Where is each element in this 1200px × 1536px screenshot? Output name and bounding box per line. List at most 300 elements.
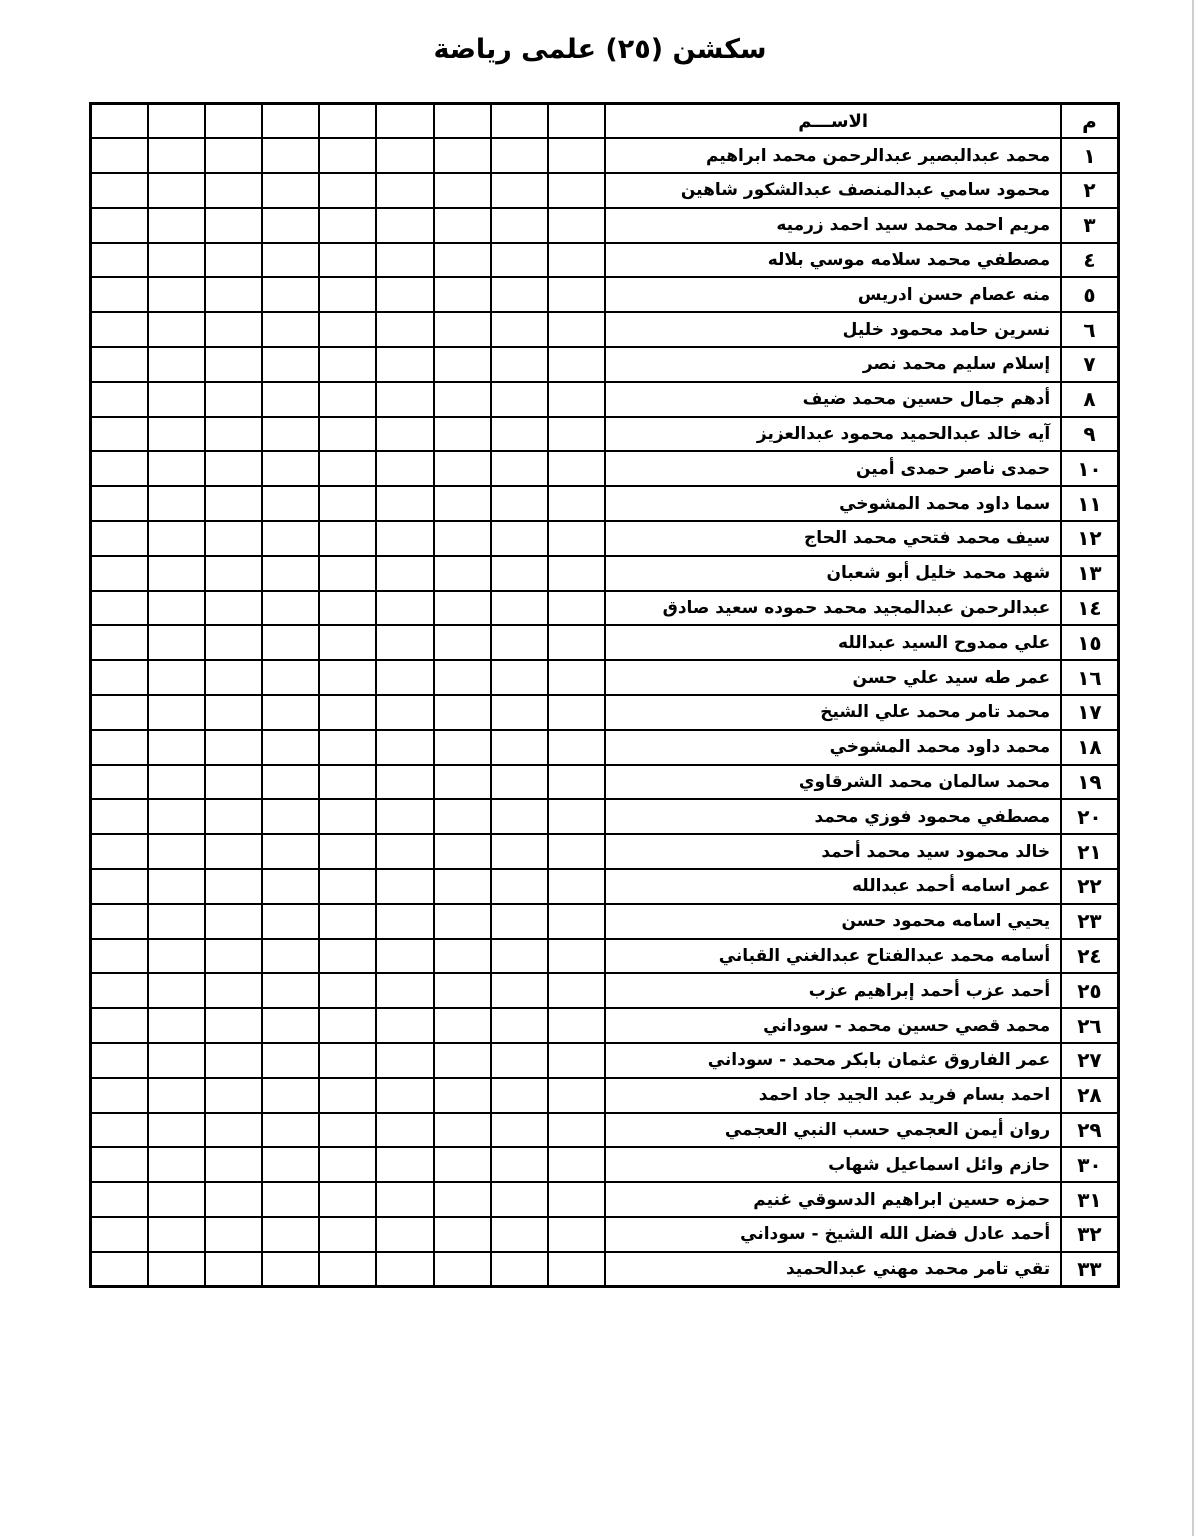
blank-cell [434, 765, 491, 800]
blank-cell [148, 939, 205, 974]
student-name-cell: أدهم جمال حسين محمد ضيف [605, 382, 1061, 417]
blank-cell [376, 625, 433, 660]
blank-cell [319, 799, 376, 834]
blank-cell [262, 1252, 319, 1287]
student-name-cell: حازم وائل اسماعيل شهاب [605, 1147, 1061, 1182]
blank-cell [434, 1182, 491, 1217]
blank-cell [319, 695, 376, 730]
page-title: سكشن (٢٥) علمى رياضة [433, 34, 767, 65]
table-row [91, 625, 1119, 660]
blank-cell [548, 1078, 605, 1113]
blank-cell [148, 799, 205, 834]
student-name-cell: محمد داود محمد المشوخي [605, 730, 1061, 765]
blank-cell [548, 382, 605, 417]
blank-cell [319, 1043, 376, 1078]
blank-cell [148, 1252, 205, 1287]
blank-cell [262, 451, 319, 486]
blank-cell [491, 625, 548, 660]
blank-cell [205, 556, 262, 591]
blank-cell [148, 486, 205, 521]
blank-cell [434, 1008, 491, 1043]
blank-cell [205, 939, 262, 974]
blank-cell [205, 695, 262, 730]
blank-cell [91, 834, 148, 869]
blank-cell [91, 1182, 148, 1217]
blank-cell [148, 625, 205, 660]
blank-cell [319, 347, 376, 382]
blank-cell [548, 765, 605, 800]
blank-cell [148, 104, 205, 139]
student-name-cell: محمد سالمان محمد الشرقاوي [605, 765, 1061, 800]
blank-cell [548, 173, 605, 208]
student-name-cell: يحيي اسامه محمود حسن [605, 904, 1061, 939]
row-number-cell: ٢٦ [1061, 1008, 1118, 1043]
blank-cell [205, 347, 262, 382]
blank-cell [548, 730, 605, 765]
blank-cell [262, 486, 319, 521]
blank-cell [262, 1008, 319, 1043]
blank-cell [491, 208, 548, 243]
row-number-cell: ١٣ [1061, 556, 1118, 591]
blank-cell [491, 417, 548, 452]
row-number-cell: ٣١ [1061, 1182, 1118, 1217]
blank-cell [91, 1008, 148, 1043]
blank-cell [376, 973, 433, 1008]
blank-cell [262, 695, 319, 730]
blank-cell [148, 138, 205, 173]
blank-cell [148, 1217, 205, 1252]
row-number-cell: ٤ [1061, 243, 1118, 278]
blank-cell [262, 173, 319, 208]
blank-cell [434, 521, 491, 556]
blank-cell [491, 382, 548, 417]
blank-cell [376, 451, 433, 486]
header-number-cell: م [1061, 104, 1118, 139]
blank-cell [434, 904, 491, 939]
roster-body [91, 104, 1119, 1287]
blank-cell [434, 382, 491, 417]
blank-cell [491, 799, 548, 834]
blank-cell [491, 765, 548, 800]
row-number-cell: ٧ [1061, 347, 1118, 382]
blank-cell [491, 347, 548, 382]
blank-cell [491, 486, 548, 521]
blank-cell [548, 973, 605, 1008]
row-number-cell: ٢٣ [1061, 904, 1118, 939]
blank-cell [434, 660, 491, 695]
blank-cell [319, 1078, 376, 1113]
blank-cell [376, 382, 433, 417]
blank-cell [91, 312, 148, 347]
student-name-cell: حمدى ناصر حمدى أمين [605, 451, 1061, 486]
blank-cell [548, 312, 605, 347]
blank-cell [148, 591, 205, 626]
blank-cell [148, 1008, 205, 1043]
blank-cell [548, 138, 605, 173]
blank-cell [491, 173, 548, 208]
page-edge-line [1192, 0, 1194, 1536]
table-row [91, 1182, 1119, 1217]
row-number-cell: ٢٩ [1061, 1113, 1118, 1148]
row-number-cell: ٢ [1061, 173, 1118, 208]
blank-cell [91, 1217, 148, 1252]
blank-cell [376, 556, 433, 591]
blank-cell [91, 730, 148, 765]
blank-cell [148, 973, 205, 1008]
blank-cell [491, 695, 548, 730]
blank-cell [376, 1113, 433, 1148]
blank-cell [262, 104, 319, 139]
blank-cell [319, 382, 376, 417]
student-name-cell: احمد بسام فريد عبد الجيد جاد احمد [605, 1078, 1061, 1113]
blank-cell [434, 138, 491, 173]
student-name-cell: عبدالرحمن عبدالمجيد محمد حموده سعيد صادق [605, 591, 1061, 626]
blank-cell [148, 765, 205, 800]
row-number-cell: ٢١ [1061, 834, 1118, 869]
blank-cell [91, 208, 148, 243]
table-row [91, 312, 1119, 347]
blank-cell [319, 1252, 376, 1287]
blank-cell [262, 521, 319, 556]
blank-cell [376, 904, 433, 939]
blank-cell [205, 1043, 262, 1078]
blank-cell [548, 799, 605, 834]
blank-cell [491, 1008, 548, 1043]
blank-cell [434, 730, 491, 765]
blank-cell [91, 904, 148, 939]
blank-cell [376, 312, 433, 347]
blank-cell [548, 347, 605, 382]
blank-cell [319, 1008, 376, 1043]
blank-cell [376, 1043, 433, 1078]
blank-cell [319, 904, 376, 939]
blank-cell [434, 277, 491, 312]
blank-cell [434, 939, 491, 974]
blank-cell [91, 765, 148, 800]
blank-cell [376, 208, 433, 243]
student-name-cell: محمد قصي حسين محمد - سوداني [605, 1008, 1061, 1043]
blank-cell [205, 1008, 262, 1043]
student-name-cell: عمر طه سيد علي حسن [605, 660, 1061, 695]
blank-cell [91, 625, 148, 660]
blank-cell [491, 451, 548, 486]
table-row [91, 1008, 1119, 1043]
blank-cell [91, 939, 148, 974]
blank-cell [376, 1182, 433, 1217]
row-number-cell: ١٩ [1061, 765, 1118, 800]
student-name-cell: حمزه حسين ابراهيم الدسوقي غنيم [605, 1182, 1061, 1217]
blank-cell [548, 869, 605, 904]
blank-cell [205, 243, 262, 278]
blank-cell [148, 730, 205, 765]
blank-cell [148, 243, 205, 278]
blank-cell [205, 973, 262, 1008]
blank-cell [91, 1147, 148, 1182]
blank-cell [319, 625, 376, 660]
blank-cell [491, 1043, 548, 1078]
student-name-cell: آيه خالد عبدالحميد محمود عبدالعزيز [605, 417, 1061, 452]
student-name-cell: عمر اسامه أحمد عبدالله [605, 869, 1061, 904]
blank-cell [491, 1182, 548, 1217]
blank-cell [548, 243, 605, 278]
row-number-cell: ١٤ [1061, 591, 1118, 626]
blank-cell [262, 138, 319, 173]
blank-cell [319, 591, 376, 626]
table-row [91, 1078, 1119, 1113]
blank-cell [376, 730, 433, 765]
blank-cell [491, 277, 548, 312]
table-row [91, 347, 1119, 382]
blank-cell [262, 1182, 319, 1217]
blank-cell [91, 869, 148, 904]
student-name-cell: نسرين حامد محمود خليل [605, 312, 1061, 347]
blank-cell [319, 730, 376, 765]
table-row [91, 138, 1119, 173]
blank-cell [376, 1147, 433, 1182]
blank-cell [148, 382, 205, 417]
blank-cell [434, 1043, 491, 1078]
blank-cell [262, 417, 319, 452]
blank-cell [376, 591, 433, 626]
blank-cell [148, 556, 205, 591]
blank-cell [319, 939, 376, 974]
blank-cell [548, 556, 605, 591]
blank-cell [548, 277, 605, 312]
blank-cell [319, 1147, 376, 1182]
blank-cell [434, 591, 491, 626]
row-number-cell: ٩ [1061, 417, 1118, 452]
blank-cell [91, 277, 148, 312]
student-name-cell: علي ممدوح السيد عبدالله [605, 625, 1061, 660]
blank-cell [319, 243, 376, 278]
blank-cell [148, 660, 205, 695]
student-name-cell: روان أيمن العجمي حسب النبي العجمي [605, 1113, 1061, 1148]
blank-cell [91, 173, 148, 208]
blank-cell [262, 382, 319, 417]
row-number-cell: ٥ [1061, 277, 1118, 312]
blank-cell [548, 1008, 605, 1043]
blank-cell [491, 243, 548, 278]
blank-cell [205, 277, 262, 312]
blank-cell [205, 591, 262, 626]
blank-cell [262, 277, 319, 312]
row-number-cell: ١٨ [1061, 730, 1118, 765]
blank-cell [205, 173, 262, 208]
blank-cell [262, 973, 319, 1008]
blank-cell [376, 1252, 433, 1287]
blank-cell [205, 1182, 262, 1217]
row-number-cell: ١٠ [1061, 451, 1118, 486]
blank-cell [376, 939, 433, 974]
row-number-cell: ١٦ [1061, 660, 1118, 695]
blank-cell [319, 556, 376, 591]
blank-cell [548, 208, 605, 243]
blank-cell [491, 556, 548, 591]
blank-cell [434, 104, 491, 139]
blank-cell [491, 939, 548, 974]
blank-cell [376, 347, 433, 382]
table-row [91, 799, 1119, 834]
blank-cell [262, 1147, 319, 1182]
blank-cell [319, 765, 376, 800]
blank-cell [434, 1147, 491, 1182]
blank-cell [434, 486, 491, 521]
blank-cell [91, 660, 148, 695]
table-row [91, 834, 1119, 869]
blank-cell [205, 730, 262, 765]
blank-cell [319, 660, 376, 695]
blank-cell [319, 486, 376, 521]
blank-cell [491, 904, 548, 939]
student-name-cell: مصطفي محمود فوزي محمد [605, 799, 1061, 834]
blank-cell [319, 451, 376, 486]
blank-cell [262, 1043, 319, 1078]
blank-cell [491, 521, 548, 556]
student-name-cell: أحمد عادل فضل الله الشيخ - سوداني [605, 1217, 1061, 1252]
student-name-cell: خالد محمود سيد محمد أحمد [605, 834, 1061, 869]
blank-cell [491, 312, 548, 347]
blank-cell [376, 104, 433, 139]
blank-cell [262, 869, 319, 904]
blank-cell [148, 1147, 205, 1182]
blank-cell [91, 417, 148, 452]
row-number-cell: ٢٤ [1061, 939, 1118, 974]
blank-cell [548, 1182, 605, 1217]
blank-cell [548, 939, 605, 974]
blank-cell [434, 1252, 491, 1287]
blank-cell [91, 486, 148, 521]
blank-cell [91, 138, 148, 173]
blank-cell [376, 417, 433, 452]
blank-cell [376, 834, 433, 869]
blank-cell [262, 765, 319, 800]
student-name-cell: سما داود محمد المشوخي [605, 486, 1061, 521]
blank-cell [262, 730, 319, 765]
blank-cell [491, 104, 548, 139]
blank-cell [148, 695, 205, 730]
blank-cell [548, 660, 605, 695]
blank-cell [319, 869, 376, 904]
blank-cell [434, 869, 491, 904]
table-row [91, 486, 1119, 521]
blank-cell [148, 312, 205, 347]
blank-cell [91, 451, 148, 486]
blank-cell [376, 1217, 433, 1252]
blank-cell [434, 451, 491, 486]
blank-cell [205, 312, 262, 347]
blank-cell [148, 173, 205, 208]
row-number-cell: ٣ [1061, 208, 1118, 243]
blank-cell [205, 1252, 262, 1287]
blank-cell [205, 625, 262, 660]
blank-cell [262, 834, 319, 869]
row-number-cell: ١٥ [1061, 625, 1118, 660]
blank-cell [319, 1182, 376, 1217]
table-row [91, 730, 1119, 765]
student-name-cell: مصطفي محمد سلامه موسي بلاله [605, 243, 1061, 278]
blank-cell [148, 451, 205, 486]
blank-cell [91, 243, 148, 278]
blank-cell [491, 1113, 548, 1148]
blank-cell [434, 625, 491, 660]
blank-cell [376, 138, 433, 173]
blank-cell [376, 277, 433, 312]
blank-cell [148, 869, 205, 904]
table-row [91, 695, 1119, 730]
blank-cell [319, 521, 376, 556]
blank-cell [376, 173, 433, 208]
blank-cell [319, 1113, 376, 1148]
student-name-cell: عمر الفاروق عثمان بابكر محمد - سوداني [605, 1043, 1061, 1078]
blank-cell [434, 834, 491, 869]
blank-cell [319, 1217, 376, 1252]
table-row [91, 1043, 1119, 1078]
blank-cell [205, 382, 262, 417]
blank-cell [548, 1043, 605, 1078]
blank-cell [434, 695, 491, 730]
blank-cell [205, 765, 262, 800]
blank-cell [205, 869, 262, 904]
row-number-cell: ٢٢ [1061, 869, 1118, 904]
blank-cell [262, 347, 319, 382]
blank-cell [205, 1217, 262, 1252]
table-row [91, 417, 1119, 452]
blank-cell [376, 1008, 433, 1043]
blank-cell [262, 904, 319, 939]
table-row [91, 521, 1119, 556]
blank-cell [148, 208, 205, 243]
student-name-cell: أحمد عزب أحمد إبراهيم عزب [605, 973, 1061, 1008]
blank-cell [548, 451, 605, 486]
blank-cell [548, 591, 605, 626]
student-name-cell: محمد تامر محمد علي الشيخ [605, 695, 1061, 730]
blank-cell [319, 138, 376, 173]
blank-cell [205, 660, 262, 695]
blank-cell [262, 312, 319, 347]
blank-cell [548, 1147, 605, 1182]
row-number-cell: ١٧ [1061, 695, 1118, 730]
blank-cell [91, 556, 148, 591]
blank-cell [548, 1113, 605, 1148]
blank-cell [91, 695, 148, 730]
blank-cell [491, 1217, 548, 1252]
student-name-cell: محمود سامي عبدالمنصف عبدالشكور شاهين [605, 173, 1061, 208]
blank-cell [262, 939, 319, 974]
blank-cell [376, 765, 433, 800]
blank-cell [434, 973, 491, 1008]
blank-cell [434, 556, 491, 591]
blank-cell [434, 243, 491, 278]
table-row [91, 869, 1119, 904]
blank-cell [434, 347, 491, 382]
blank-cell [548, 486, 605, 521]
blank-cell [319, 312, 376, 347]
blank-cell [205, 486, 262, 521]
student-name-cell: شهد محمد خليل أبو شعبان [605, 556, 1061, 591]
table-row [91, 660, 1119, 695]
table-row [91, 1147, 1119, 1182]
blank-cell [205, 138, 262, 173]
header-name-cell: الاســـم [605, 104, 1061, 139]
blank-cell [548, 1217, 605, 1252]
blank-cell [91, 1113, 148, 1148]
blank-cell [548, 521, 605, 556]
blank-cell [548, 625, 605, 660]
row-number-cell: ٣٢ [1061, 1217, 1118, 1252]
blank-cell [434, 1113, 491, 1148]
blank-cell [262, 799, 319, 834]
blank-cell [205, 834, 262, 869]
